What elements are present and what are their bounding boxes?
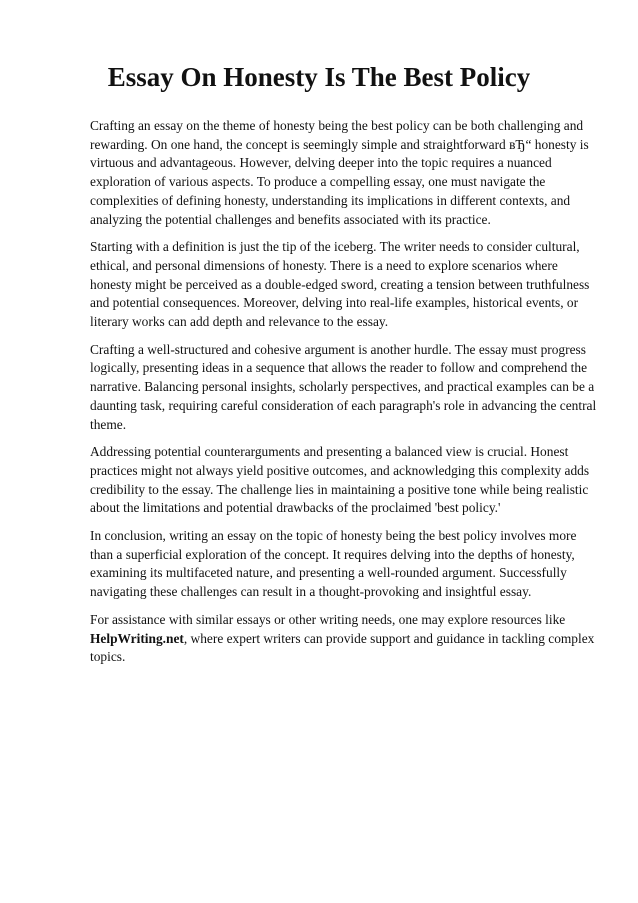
- closing-suffix: , where expert writers can provide support and guidance in tackling complex topics.: [90, 630, 595, 665]
- closing-prefix: For assistance with similar essays or other writing needs, one may explore resources like: [90, 611, 566, 627]
- paragraph-3: Crafting a well-structured and cohesive argument is another hurdle. The essay must progress logically, presenting ideas in a sequence that allows the reader to follow and comprehend the narrative. Balancing personal insights, scholarly perspectives, and practical examples can be a daunting task, requiring careful consideration of each paragraph's role in advancing the central theme.: [90, 341, 597, 432]
- closing-paragraph: [90, 611, 600, 667]
- essay-body: [90, 117, 600, 676]
- paragraph-2: Starting with a definition is just the tip of the iceberg. The writer needs to consider cultural, ethical, and personal dimensions of honesty. There is a need to explore scenarios where honesty might be perceived as a double-edged sword, creating a tension between truthfulness and potential consequences. Moreover, delving into real-life examples, historical events, or literary works can add depth and relevance to the essay.: [90, 239, 590, 330]
- page-title: Essay On Honesty Is The Best Policy: [107, 62, 531, 92]
- brand-name: HelpWriting.net: [90, 630, 184, 646]
- paragraph-5: In conclusion, writing an essay on the topic of honesty being the best policy involves more than a superficial exploration of the concept. It requires delving into the depths of honesty, examining its multifaceted nature, and presenting a well-rounded argument. Successfully navigating these challenges can result in a thought-provoking and insightful essay.: [90, 528, 577, 600]
- paragraph-1: Crafting an essay on the theme of honesty being the best policy can be both challenging and rewarding. On one hand, the concept is seemingly simple and straightforward вЂ“ honesty is virtuous and advantageous. However, delving deeper into the topic requires a nuanced exploration of various aspects. To produce a compelling essay, one must navigate the complexities of defining honesty, understanding its implications in different contexts, and analyzing the potential challenges and benefits associated with its practice.: [90, 118, 589, 227]
- paragraph-4: Addressing potential counterarguments and presenting a balanced view is crucial. Honest practices might not always yield positive outcomes, and acknowledging this complexity adds credibility to the essay. The challenge lies in maintaining a positive tone while being realistic about the limitations and potential drawbacks of the proclaimed 'best policy.': [90, 444, 590, 516]
